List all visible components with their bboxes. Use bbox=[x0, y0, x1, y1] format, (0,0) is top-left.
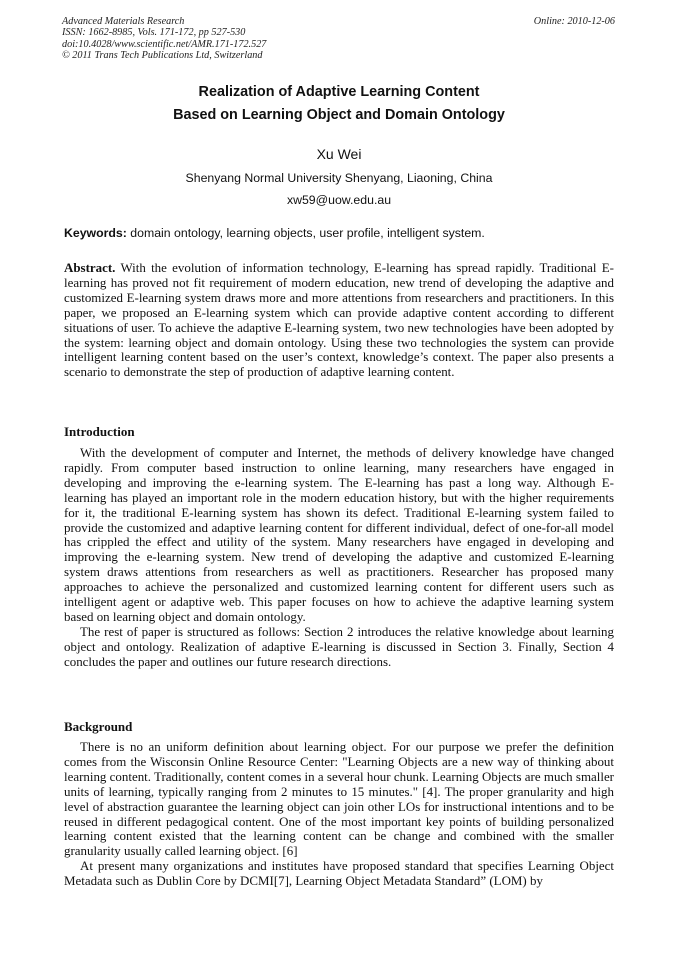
journal-name: Advanced Materials Research bbox=[62, 16, 185, 27]
keywords-text: domain ontology, learning objects, user profile, intelligent system. bbox=[126, 226, 485, 240]
title-line-1: Realization of Adaptive Learning Content bbox=[198, 84, 480, 100]
keywords-label: Keywords: bbox=[64, 226, 127, 240]
introduction-paragraph: With the development of computer and Internet, the methods of delivery knowledge have changed rapidly. From computer based instruction to online learning, many researchers have engaged in developing and improving the e-learning system. The E-learning has past a long way. Although E-learning has played an important role in the modern education history, but with the higher requirements for it, the traditional E-learning system has shown its defect. Traditional E-learning system failed to provide the customized and adaptive learning content for different individual, defect of one-for-all model has crippled the effect and utility of the system. Many researchers have engaged in developing and improving the e-learning system. New trend of developing the adaptive and customized E-learning system draws attentions from researchers as well as practitioners. Researcher has proposed many approaches to achieve the personalized and customized learning content for different users such as intelligent agent or adaptive web. This paper focuses on how to achieve the adaptive learning system based on learning object and domain ontology. bbox=[64, 445, 614, 624]
abstract-label: Abstract. bbox=[64, 260, 116, 275]
copyright-line: © 2011 Trans Tech Publications Ltd, Switzerland bbox=[62, 49, 263, 61]
background-heading: Background bbox=[64, 719, 133, 734]
background-section bbox=[64, 740, 614, 889]
introduction-paragraph: The rest of paper is structured as follows: Section 2 introduces the relative knowledge about learning object and ontology. Realization of adaptive E-learning is discussed in Section 3. Finally, Section 4 concludes the paper and outlines our future research directions. bbox=[64, 623, 614, 669]
keywords bbox=[64, 226, 616, 241]
introduction-heading: Introduction bbox=[64, 424, 135, 439]
author-affiliation: Shenyang Normal University Shenyang, Liaoning, China bbox=[185, 171, 493, 185]
introduction-section bbox=[64, 446, 614, 670]
journal-header bbox=[62, 16, 266, 61]
paper-title bbox=[0, 81, 678, 127]
issn-line: ISSN: 1662-8985, Vols. 171-172, pp 527-530 bbox=[62, 27, 246, 39]
author-name: Xu Wei bbox=[316, 146, 362, 162]
abstract-text: With the evolution of information technology, E-learning has spread rapidly. Traditional E-learning has proved not fit requirement of modern education, new trend of developing the adaptive and customized E-learning system draws more and more attentions from researchers and practitioners. In this paper, we proposed an E-learning system which can provide adaptive content according to different situations of user. To achieve the adaptive E-learning system, two new technologies have been adopted by the system: learning object and domain ontology. Using these two technologies the system can provide intelligent learning content based on the user’s context, knowledge’s context. The paper also presents a scenario to demonstrate the step of production of adaptive learning content. bbox=[64, 260, 614, 380]
background-paragraph: There is no an uniform definition about learning object. For our purpose we prefer the definition comes from the Wisconsin Online Resource Center: "Learning Objects are a new way of thinking about learning content. Traditionally, content comes in a several hour chunk. Learning Objects are much smaller units of learning, typically ranging from 2 minutes to 15 minutes." [4]. The proper granularity and high level of abstraction guarantee the learning object can join other LOs for instructional intentions and to be reused in different pedagogical content. One of the most important key points of building personalized learning content existed that the learning content can be change and combined with the smaller granularity usually called learning object. [6] bbox=[64, 739, 614, 859]
online-date: Online: 2010-12-06 bbox=[533, 16, 615, 27]
doi-line: doi:10.4028/www.scientific.net/AMR.171-172.527 bbox=[62, 38, 267, 50]
title-line-2: Based on Learning Object and Domain Ontology bbox=[173, 107, 505, 123]
author-email: xw59@uow.edu.au bbox=[286, 193, 392, 207]
background-paragraph: At present many organizations and institutes have proposed standard that specifies Learning Object Metadata such as Dublin Core by DCMI[7], Learning Object Metadata Standard” (LOM) by bbox=[64, 858, 614, 889]
abstract bbox=[64, 261, 614, 380]
